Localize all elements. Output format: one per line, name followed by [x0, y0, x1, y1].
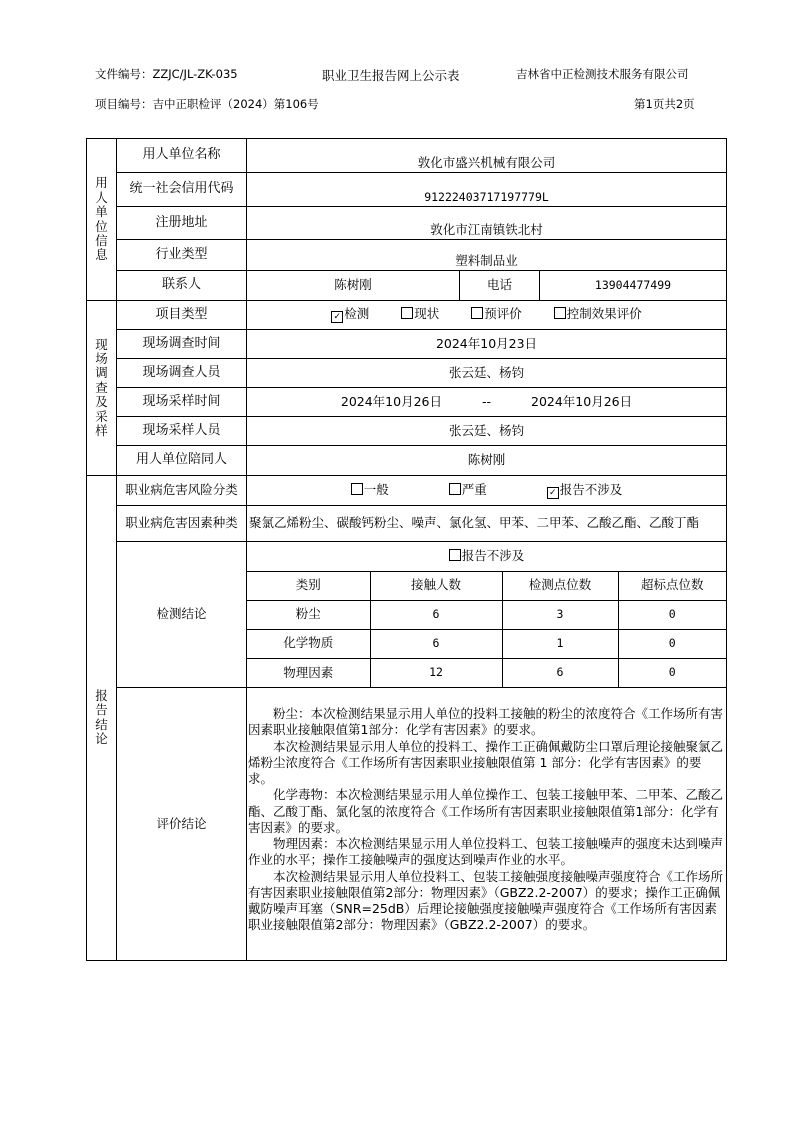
- address-value: 敦化市江南镇铁北村: [247, 207, 727, 240]
- file-number: 文件编号：ZZJC/JL-ZK-035: [95, 67, 238, 81]
- project-type-options: [247, 301, 727, 330]
- credit-code-label: 统一社会信用代码: [117, 173, 247, 207]
- checkbox-checked-icon[interactable]: ✓: [331, 311, 343, 323]
- employer-name-value: 敦化市盛兴机械有限公司: [247, 139, 727, 173]
- evaluation-paragraph-dust-mask: 本次检测结果显示用人单位的投料工、操作工正确佩戴防尘口罩后理论接触聚氯乙烯粉尘浓度符合《工作场所有害因素职业接触限值第 1 部分：化学有害因素》的要求。: [248, 738, 724, 786]
- table-header-exposed-count: 接触人数: [370, 571, 502, 600]
- not-involved-option[interactable]: 报告不涉及: [247, 542, 726, 571]
- checkbox-unchecked-icon[interactable]: [449, 483, 461, 495]
- table-cell: 12: [370, 658, 502, 687]
- industry-value: 塑料制品业: [247, 240, 727, 271]
- table-cell: 物理因素: [247, 658, 370, 687]
- table-cell: 0: [618, 658, 726, 687]
- table-cell: 粉尘: [247, 600, 370, 629]
- table-cell: 6: [370, 600, 502, 629]
- table-cell: 0: [618, 629, 726, 658]
- table-header-exceeding-points: 超标点位数: [618, 571, 726, 600]
- table-header-category: 类别: [247, 571, 370, 600]
- evaluation-paragraph-physical: 物理因素：本次检测结果显示用人单位投料工、包装工接触噪声的强度未达到噪声作业的水平；操作工接触噪声的强度达到噪声作业的水平。: [248, 836, 724, 868]
- surveyors-value: 张云廷、杨钧: [247, 359, 727, 388]
- checkbox-checked-icon[interactable]: ✓: [547, 487, 559, 499]
- project-type-status[interactable]: 现状: [401, 307, 439, 321]
- risk-option-not-involved[interactable]: ✓ 报告不涉及: [547, 483, 623, 499]
- table-cell: 1: [502, 629, 618, 658]
- detection-table: [247, 542, 726, 687]
- sampling-time-value: 2024年10月26日 -- 2024年10月26日: [247, 388, 727, 417]
- employer-name-label: 用人单位名称: [117, 139, 247, 173]
- address-label: 注册地址: [117, 207, 247, 240]
- evaluation-paragraph-dust: 粉尘：本次检测结果显示用人单位的投料工接触的粉尘的浓度符合《工作场所有害因素职业接触限值第1部分：化学有害因素》的要求。: [248, 706, 724, 738]
- document-title: 职业卫生报告网上公示表: [322, 68, 460, 83]
- evaluation-conclusion-label: 评价结论: [117, 688, 247, 961]
- detection-conclusion-cell: [247, 542, 727, 688]
- table-cell: 6: [502, 658, 618, 687]
- table-cell: 化学物质: [247, 629, 370, 658]
- hazard-types-label: 职业病危害因素种类: [117, 506, 247, 542]
- phone-value: 13904477499: [540, 271, 727, 301]
- contact-label: 联系人: [117, 271, 247, 301]
- table-row: [247, 600, 726, 629]
- project-type-label: 项目类型: [117, 301, 247, 330]
- phone-label: 电话: [460, 271, 540, 301]
- survey-group-label: 现 场 调 查 及 采 样: [87, 301, 117, 476]
- table-cell: 3: [502, 600, 618, 629]
- checkbox-unchecked-icon[interactable]: [471, 307, 483, 319]
- checkbox-unchecked-icon[interactable]: [449, 549, 461, 561]
- table-header-test-points: 检测点位数: [502, 571, 618, 600]
- checkbox-unchecked-icon[interactable]: [554, 307, 566, 319]
- companion-label: 用人单位陪同人: [117, 446, 247, 476]
- contact-value: 陈树刚: [247, 271, 460, 301]
- checkbox-unchecked-icon[interactable]: [351, 483, 363, 495]
- evaluation-paragraph-noise: 本次检测结果显示用人单位投料工、包装工接触强度接触噪声强度符合《工作场所有害因素职业接触限值第2部分：物理因素》（GBZ2.2-2007）的要求；操作工正确佩戴防噪声耳塞（SNR=25dB）后理论接触强度接触噪声强度符合《工作场所有害因素职业接触限值第2部分：物理因素》（GBZ2.2-2007）的要求。: [248, 868, 724, 933]
- survey-time-label: 现场调查时间: [117, 330, 247, 359]
- detection-conclusion-label: 检测结论: [117, 542, 247, 688]
- table-row: [247, 658, 726, 687]
- table-cell: 6: [370, 629, 502, 658]
- project-type-control-evaluation[interactable]: 控制效果评价: [554, 307, 642, 321]
- survey-time-value: 2024年10月23日: [247, 330, 727, 359]
- companion-value: 陈树刚: [247, 446, 727, 476]
- risk-class-label: 职业病危害风险分类: [117, 476, 247, 506]
- checkbox-unchecked-icon[interactable]: [401, 307, 413, 319]
- project-type-pre-evaluation[interactable]: 预评价: [471, 307, 522, 321]
- industry-label: 行业类型: [117, 240, 247, 271]
- employer-info-group-label: 用 人 单 位 信 息: [87, 139, 117, 301]
- company-name: 吉林省中正检测技术服务有限公司: [516, 67, 689, 81]
- project-type-detection[interactable]: ✓ 检测: [331, 307, 369, 323]
- risk-option-serious[interactable]: 严重: [449, 483, 487, 497]
- page-info: 第1页共2页: [634, 97, 695, 111]
- risk-class-options: [247, 476, 727, 506]
- sampling-time-label: 现场采样时间: [117, 388, 247, 417]
- evaluation-conclusion-text: [247, 688, 727, 961]
- evaluation-paragraph-chemical: 化学毒物：本次检测结果显示用人单位操作工、包装工接触甲苯、二甲苯、乙酸乙酯、乙酸丁酯、氯化氢的浓度符合《工作场所有害因素职业接触限值第1部分：化学有害因素》的要求。: [248, 787, 724, 835]
- risk-option-general[interactable]: 一般: [351, 483, 389, 497]
- surveyors-label: 现场调查人员: [117, 359, 247, 388]
- table-cell: 0: [618, 600, 726, 629]
- table-row: [247, 629, 726, 658]
- samplers-label: 现场采样人员: [117, 417, 247, 446]
- samplers-value: 张云廷、杨钧: [247, 417, 727, 446]
- report-group-label: 报 告 结 论: [87, 476, 117, 961]
- credit-code-value: 91222403717197779L: [247, 173, 727, 207]
- hazard-types-value: 聚氯乙烯粉尘、碳酸钙粉尘、噪声、氯化氢、甲苯、二甲苯、乙酸乙酯、乙酸丁酯: [247, 506, 727, 542]
- disclosure-table: [86, 138, 727, 961]
- project-number: 项目编号：吉中正职检评（2024）第106号: [95, 97, 319, 111]
